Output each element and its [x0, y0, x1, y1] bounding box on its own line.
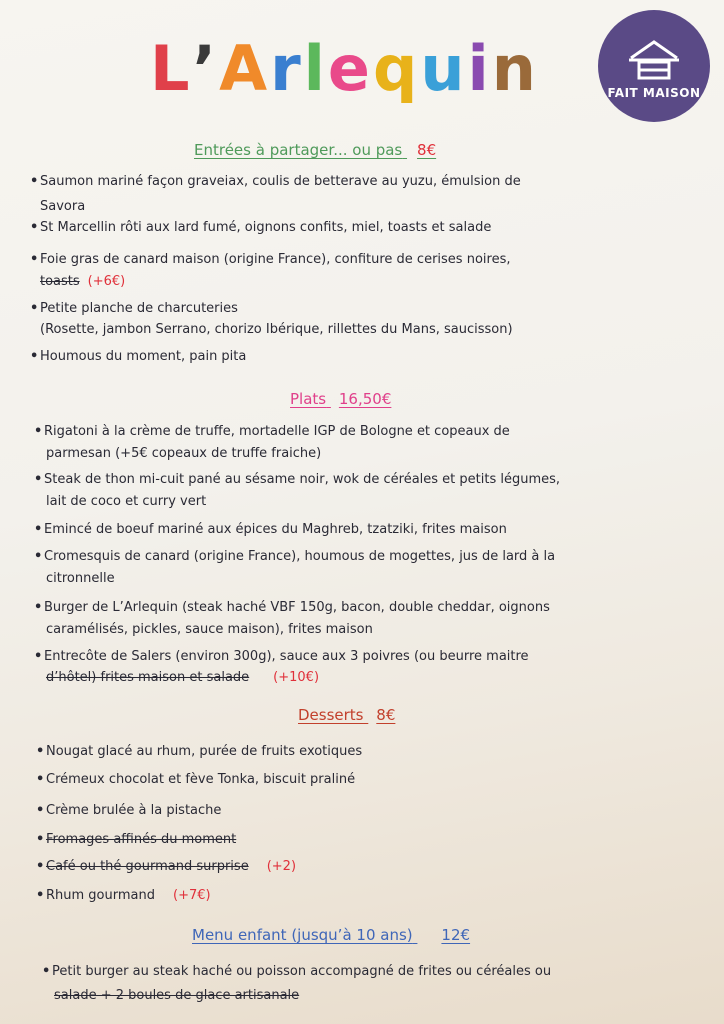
section-heading-enfant: [192, 926, 470, 944]
heading-text: Plats: [290, 390, 327, 408]
section-heading-desserts: [298, 706, 395, 724]
list-item: • Entrecôte de Salers (environ 300g), sauce aux 3 poivres (ou beurre maitre: [34, 649, 529, 664]
logo-letter: i: [467, 32, 492, 105]
list-item: • Houmous du moment, pain pita: [30, 349, 247, 364]
list-item: • St Marcellin rôti aux lard fumé, oignons confits, miel, toasts et salade: [30, 220, 492, 235]
section-heading-plats: [290, 390, 391, 408]
list-item: • Emincé de boeuf mariné aux épices du Maghreb, tzatziki, frites maison: [34, 522, 507, 537]
list-item: • Petit burger au steak haché ou poisson accompagné de frites ou céréales ou: [42, 964, 552, 979]
list-item: • Steak de thon mi-cuit pané au sésame noir, wok de céréales et petits légumes,: [34, 472, 561, 487]
list-item-cont: d’hôtel) frites maison et salade (+10€): [46, 670, 320, 685]
list-item: • Rigatoni à la crème de truffe, mortadelle IGP de Bologne et copeaux de: [34, 424, 510, 439]
logo-letter: e: [327, 32, 373, 105]
heading-text: Entrées à partager... ou pas: [194, 141, 403, 159]
heading-text: Desserts: [298, 706, 364, 724]
list-item-cont: (Rosette, jambon Serrano, chorizo Ibérique, rillettes du Mans, saucisson): [40, 322, 513, 337]
logo-letter: ’: [192, 32, 220, 105]
list-item: • Rhum gourmand (+7€): [36, 888, 211, 903]
list-item-cont: salade + 2 boules de glace artisanale: [54, 988, 300, 1003]
logo-letter: r: [270, 32, 304, 105]
heading-text: Menu enfant (jusqu’à 10 ans): [192, 926, 413, 944]
list-item-cont: caramélisés, pickles, sauce maison), frites maison: [46, 622, 373, 637]
list-item-cont: toasts (+6€): [40, 274, 126, 289]
badge-label: FAIT MAISON: [607, 86, 701, 100]
logo-letter: q: [372, 32, 421, 105]
list-item: • Fromages affinés du moment: [36, 832, 237, 847]
list-item: • Nougat glacé au rhum, purée de fruits exotiques: [36, 744, 363, 759]
logo-letter: L: [150, 32, 193, 105]
fait-maison-badge: [598, 10, 710, 122]
list-item-cont: Savora: [40, 199, 86, 214]
list-item: • Crémeux chocolat et fève Tonka, biscuit praliné: [36, 772, 356, 787]
list-item: • Petite planche de charcuteries: [30, 301, 238, 316]
section-heading-entrees: [194, 141, 436, 159]
list-item-cont: lait de coco et curry vert: [46, 494, 207, 509]
list-item-cont: citronnelle: [46, 571, 115, 586]
logo-letter: l: [303, 32, 328, 105]
list-item: • Foie gras de canard maison (origine France), confiture de cerises noires,: [30, 252, 511, 267]
list-item: • Cromesquis de canard (origine France), houmous de mogettes, jus de lard à la: [34, 549, 556, 564]
house-icon: [625, 36, 683, 82]
logo-letter: A: [219, 32, 271, 105]
list-item: • Saumon mariné façon graveiax, coulis de betterave au yuzu, émulsion de: [30, 174, 521, 189]
restaurant-logo: [150, 32, 539, 105]
heading-price: 8€: [376, 706, 396, 724]
heading-price: 8€: [417, 141, 437, 159]
heading-price: 16,50€: [338, 390, 392, 408]
list-item: • Crème brulée à la pistache: [36, 803, 222, 818]
heading-price: 12€: [441, 926, 471, 944]
logo-letter: u: [420, 32, 468, 105]
logo-letter: n: [491, 32, 539, 105]
list-item: • Café ou thé gourmand surprise (+2): [36, 859, 297, 874]
list-item: • Burger de L’Arlequin (steak haché VBF 150g, bacon, double cheddar, oignons: [34, 600, 550, 615]
list-item-cont: parmesan (+5€ copeaux de truffe fraiche): [46, 446, 322, 461]
